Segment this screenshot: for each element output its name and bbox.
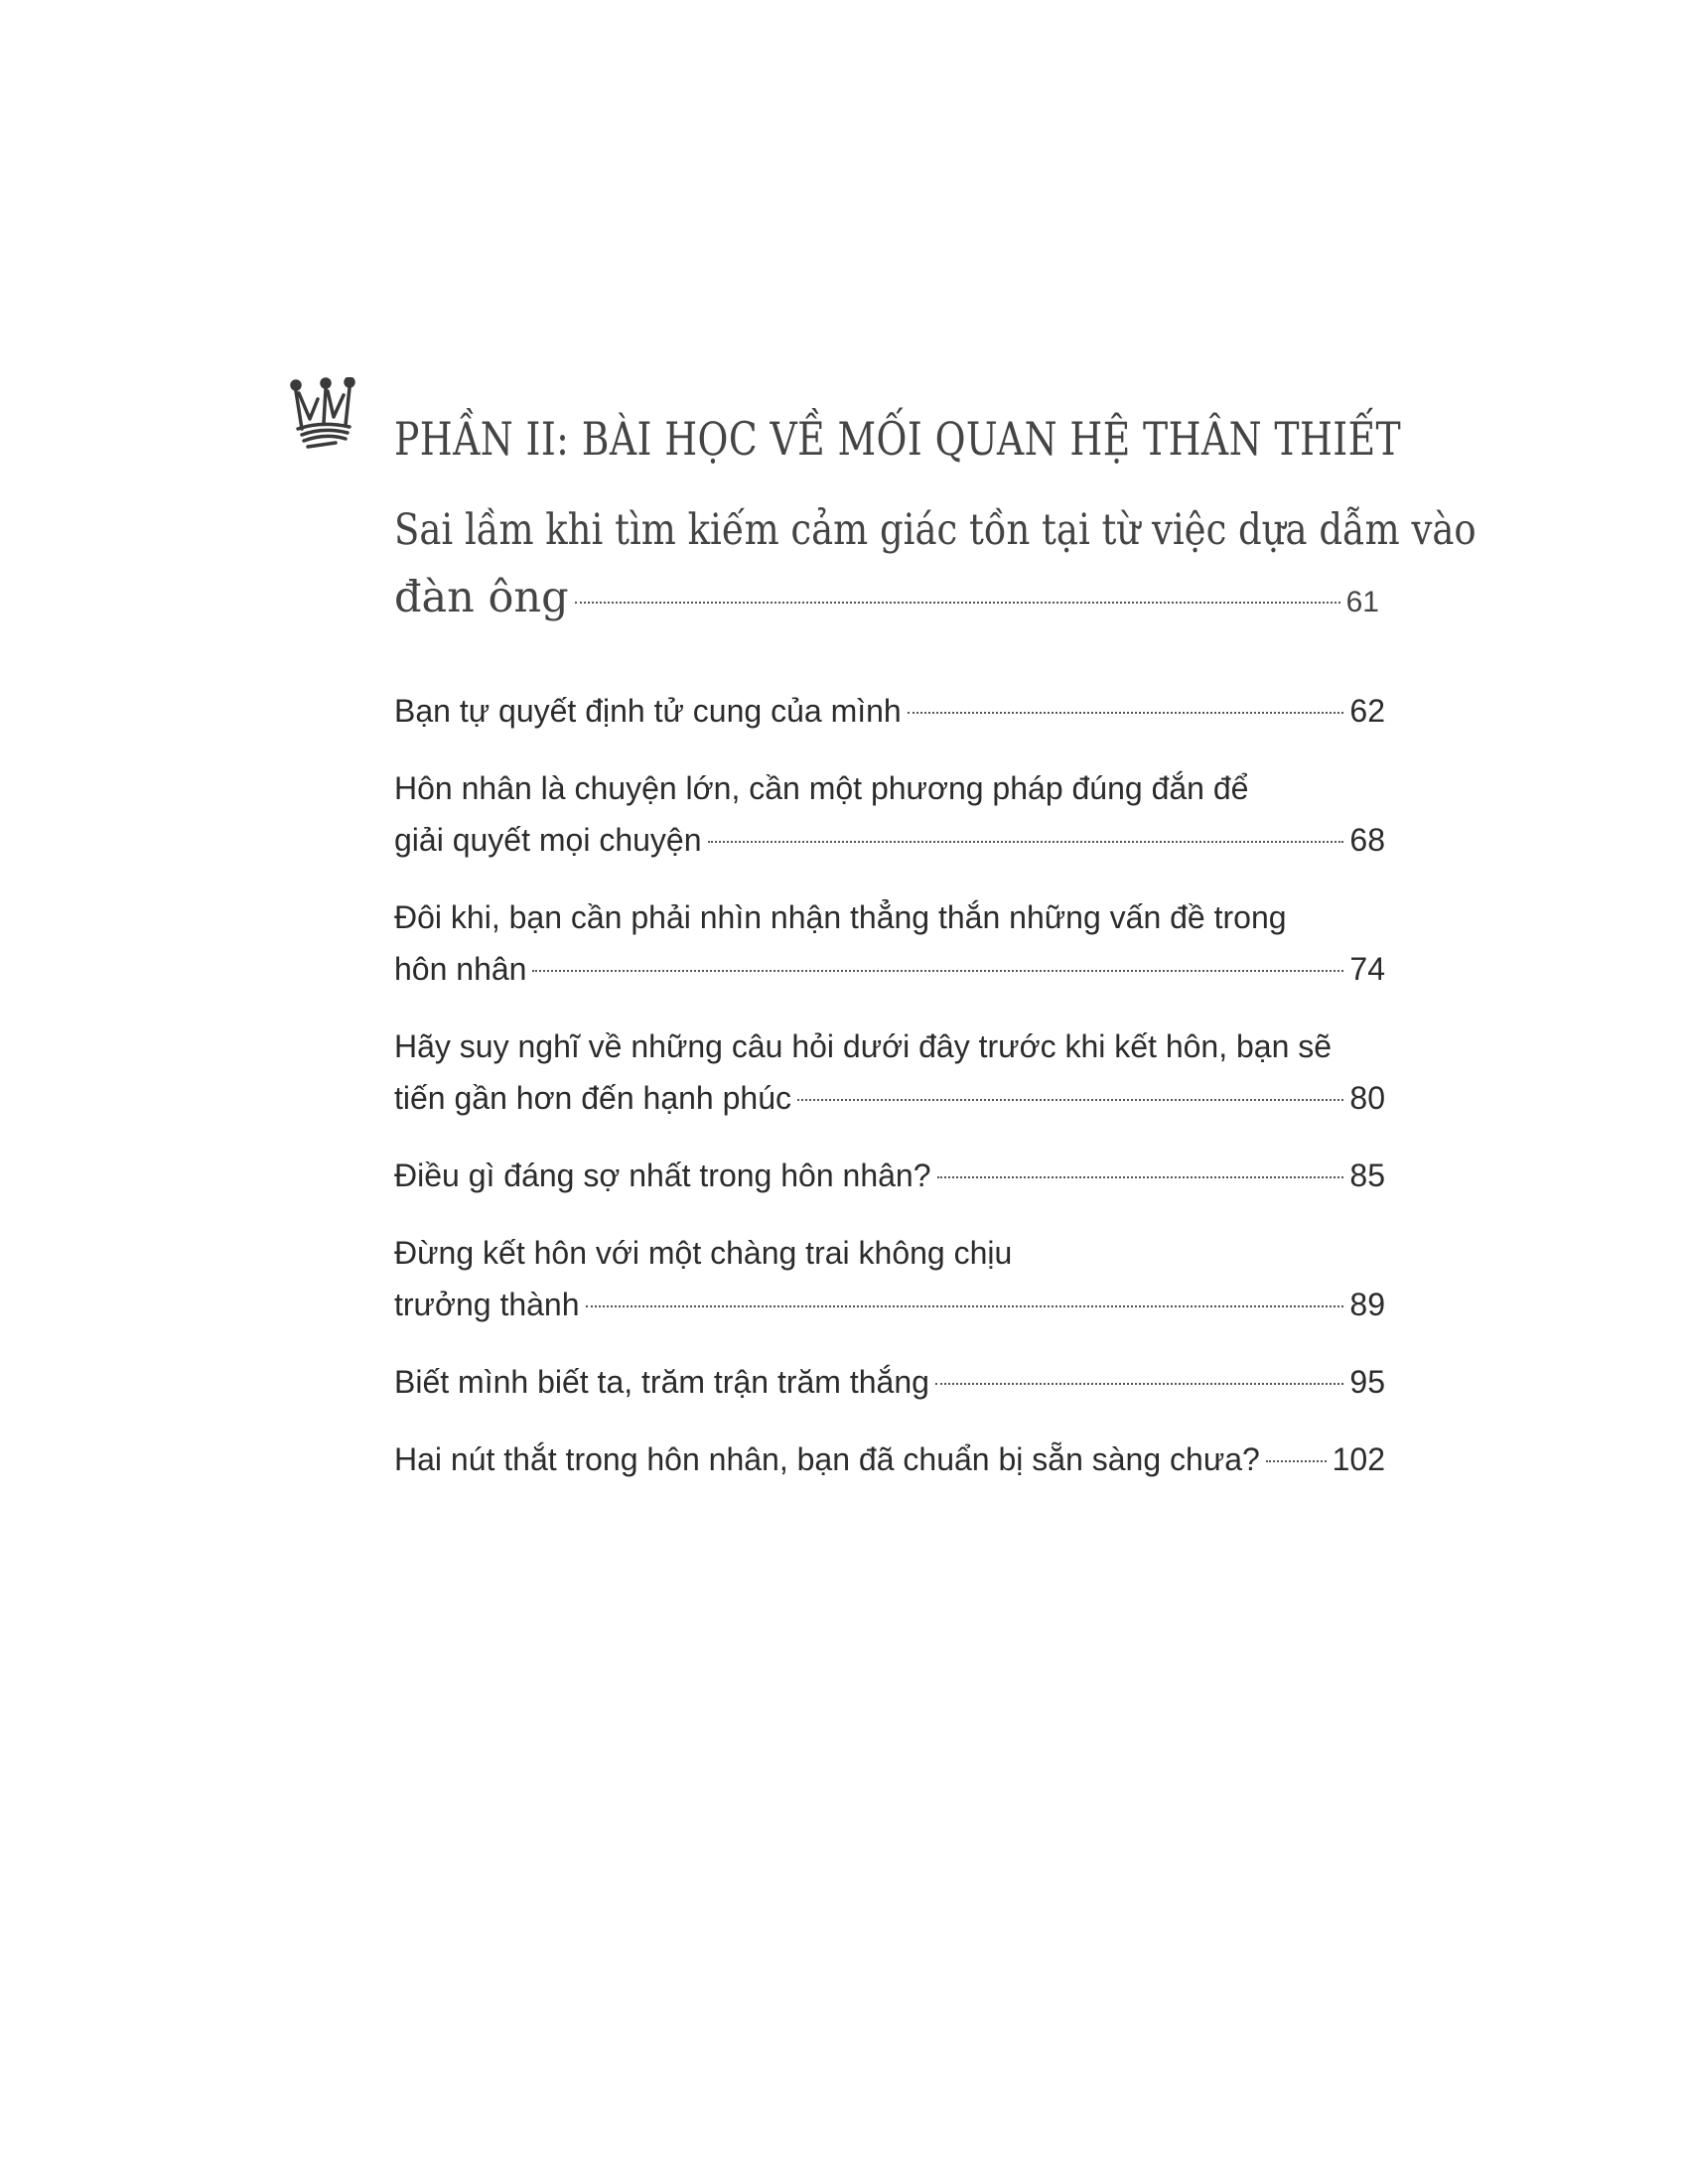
toc-entry-title-line1: Đôi khi, bạn cần phải nhìn nhận thẳng thắn những vấn đề trong xyxy=(394,899,1287,935)
part-subtitle xyxy=(394,496,1477,636)
toc-entry[interactable] xyxy=(394,1227,1385,1330)
part-subtitle-line1: Sai lầm khi tìm kiếm cảm giác tồn tại từ việc dựa dẫm vào xyxy=(394,505,1477,555)
dot-leader xyxy=(908,712,1344,714)
toc-entry-title: Hai nút thắt trong hôn nhân, bạn đã chuẩn bị sẵn sàng chưa? xyxy=(394,1441,1260,1477)
dot-leader xyxy=(797,1099,1343,1101)
toc-entry-page: 85 xyxy=(1349,1158,1385,1193)
dot-leader xyxy=(937,1176,1344,1178)
part-subtitle-last-line xyxy=(394,564,1379,636)
toc-entry[interactable] xyxy=(394,762,1385,866)
toc-entry-title-line2: trưởng thành xyxy=(394,1287,580,1322)
toc-entry-title-line2: tiến gần hơn đến hạnh phúc xyxy=(394,1080,791,1116)
crown-icon xyxy=(288,377,357,455)
toc-entry-title-line2: hôn nhân xyxy=(394,951,527,987)
toc-entry-page: 102 xyxy=(1332,1441,1385,1477)
toc-entry-page: 68 xyxy=(1349,822,1385,858)
toc-entry-page: 80 xyxy=(1349,1080,1385,1116)
toc-entry[interactable] xyxy=(394,891,1385,995)
toc-entry[interactable] xyxy=(394,685,1385,737)
toc-entry-title: Điều gì đáng sợ nhất trong hôn nhân? xyxy=(394,1158,931,1193)
toc-entry[interactable] xyxy=(394,1021,1385,1124)
toc-entry[interactable] xyxy=(394,1150,1385,1201)
toc-entry-page: 74 xyxy=(1349,951,1385,987)
part-header xyxy=(394,405,1477,636)
toc-entry-title: Biết mình biết ta, trăm trận trăm thắng xyxy=(394,1364,929,1400)
part-subtitle-line2: đàn ông xyxy=(394,573,569,622)
dot-leader xyxy=(586,1305,1344,1307)
toc-entry-title-line1: Hôn nhân là chuyện lớn, cần một phương pháp đúng đắn để xyxy=(394,770,1249,806)
dot-leader xyxy=(532,970,1343,972)
dot-leader xyxy=(575,602,1340,604)
dot-leader xyxy=(708,841,1344,843)
toc-entry-title-line2: giải quyết mọi chuyện xyxy=(394,822,702,858)
toc-list xyxy=(394,685,1385,1511)
toc-entry-title: Bạn tự quyết định tử cung của mình xyxy=(394,693,902,729)
dot-leader xyxy=(935,1383,1344,1385)
toc-entry-page: 62 xyxy=(1349,693,1385,729)
toc-entry-title-line1: Hãy suy nghĩ về những câu hỏi dưới đây trước khi kết hôn, bạn sẽ xyxy=(394,1028,1333,1064)
toc-entry-title-line1: Đừng kết hôn với một chàng trai không chịu xyxy=(394,1235,1013,1271)
toc-entry-page: 89 xyxy=(1349,1287,1385,1322)
toc-entry[interactable] xyxy=(394,1433,1385,1485)
dot-leader xyxy=(1266,1460,1327,1462)
part-page-number: 61 xyxy=(1345,586,1379,618)
part-title: PHẦN II: BÀI HỌC VỀ MỐI QUAN HỆ THÂN THIẾT xyxy=(394,412,1402,466)
toc-entry-page: 95 xyxy=(1349,1364,1385,1400)
toc-entry[interactable] xyxy=(394,1356,1385,1408)
